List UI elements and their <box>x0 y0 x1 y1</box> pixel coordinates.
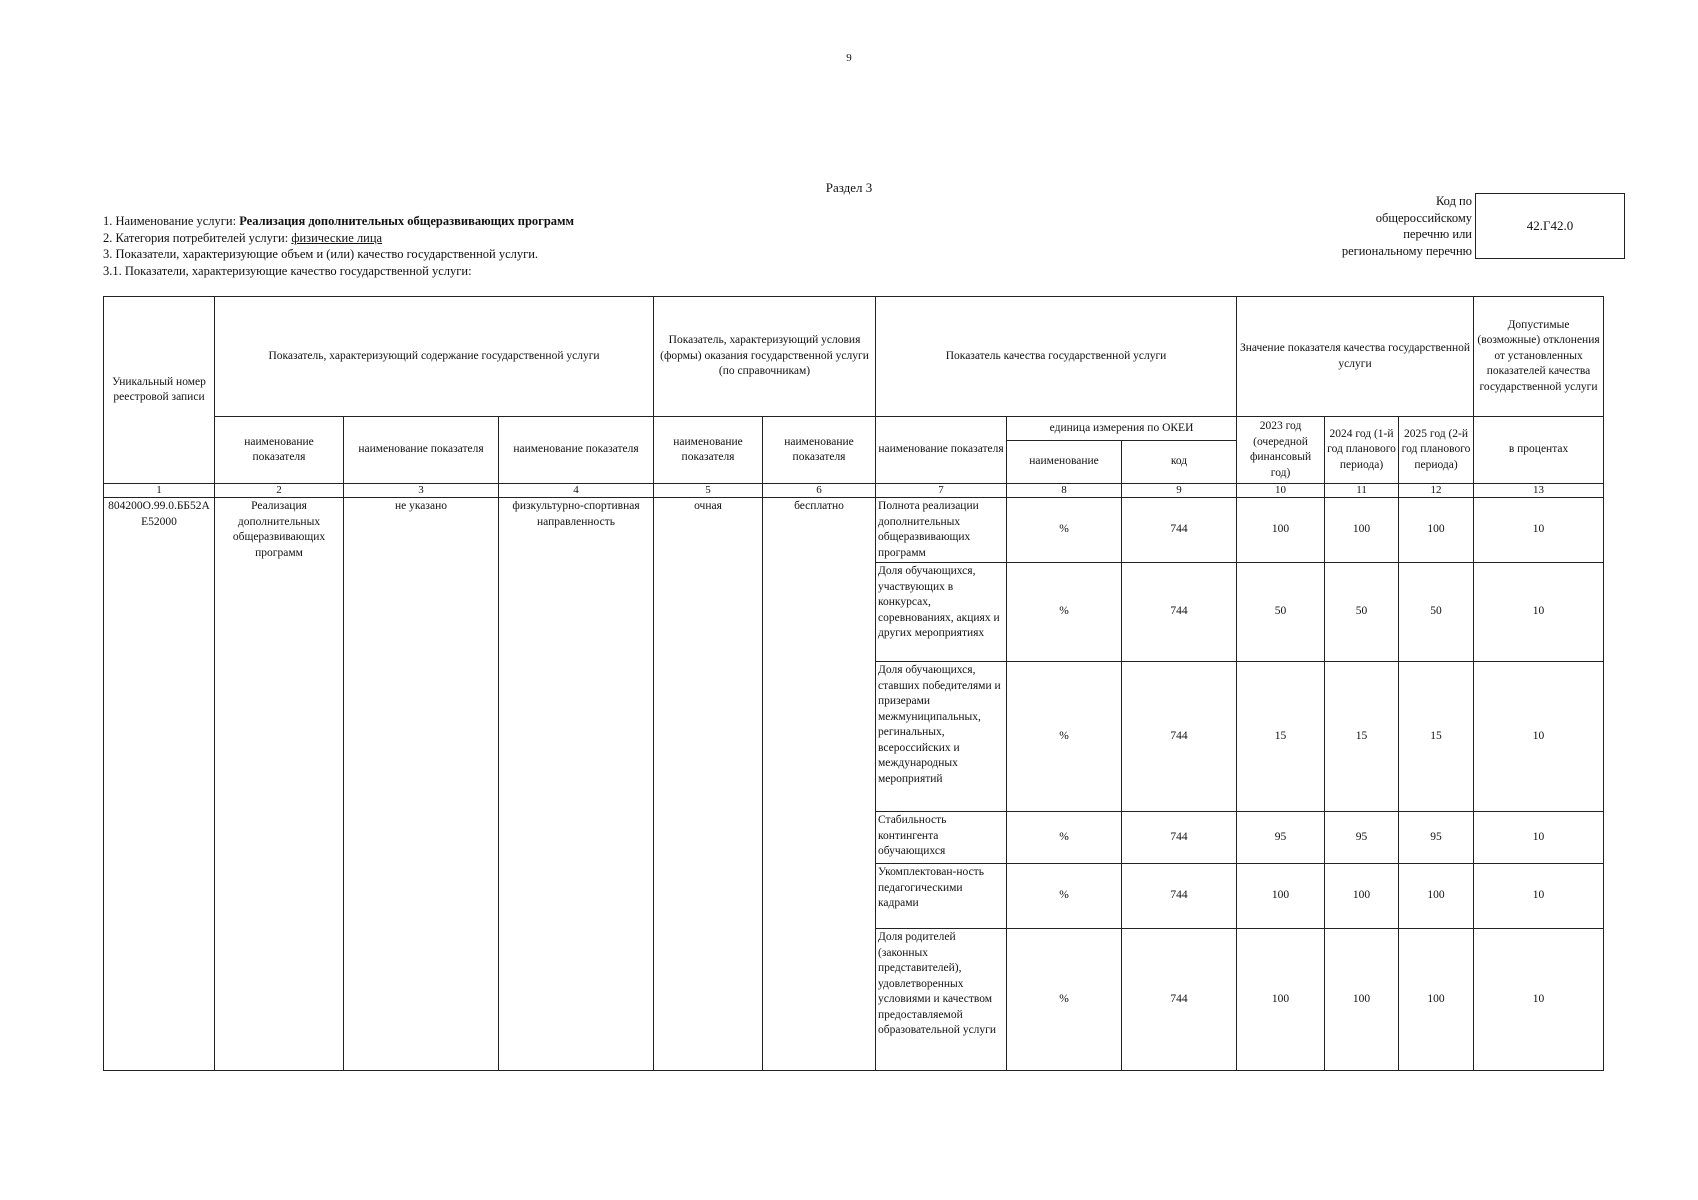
unit-name: % <box>1007 662 1122 812</box>
value-2025: 100 <box>1399 864 1474 929</box>
value-2025: 50 <box>1399 563 1474 662</box>
column-number: 9 <box>1122 484 1237 498</box>
value-2023: 15 <box>1237 662 1325 812</box>
header-conditions-indicator: Показатель, характеризующий условия (формы) оказания государственной услуги (по справочникам) <box>654 297 876 417</box>
quality-indicator-name: Доля родителей (законных представителей), удовлетворенных условиями и качеством предоставляемой образовательной услуги <box>876 929 1007 1071</box>
value-2024: 100 <box>1325 498 1399 563</box>
header-quality-indicator: Показатель качества государственной услуги <box>876 297 1237 417</box>
column-number: 3 <box>344 484 499 498</box>
unit-name: % <box>1007 498 1122 563</box>
unit-code: 744 <box>1122 563 1237 662</box>
header-okei-name: наименование <box>1007 441 1122 484</box>
section-title: Раздел 3 <box>825 180 873 195</box>
value-2023: 100 <box>1237 929 1325 1071</box>
header-name-indicator: наименование показателя <box>499 417 654 484</box>
column-number: 7 <box>876 484 1007 498</box>
quality-indicator-name: Доля обучающихся, ставших победителями и призерами межмуниципальных, регинальных, всероссийских и международных мероприятий <box>876 662 1007 812</box>
value-2023: 95 <box>1237 812 1325 864</box>
quality-indicators-line: 3.1. Показатели, характеризующие качество государственной услуги: <box>103 263 472 278</box>
header-in-percent: в процентах <box>1474 417 1604 484</box>
page-number: 9 <box>846 52 852 64</box>
code-label-line: общероссийскому <box>1375 210 1472 225</box>
header-year-2024: 2024 год (1-й год планового периода) <box>1325 417 1399 484</box>
column-number: 12 <box>1399 484 1474 498</box>
header-name-indicator: наименование показателя <box>654 417 763 484</box>
header-year-2023: 2023 год (очередной финансовый год) <box>1237 417 1325 484</box>
header-quality-values: Значение показателя качества государственной услуги <box>1237 297 1474 417</box>
header-name-indicator: наименование показателя <box>344 417 499 484</box>
header-year-2025: 2025 год (2-й год планового периода) <box>1399 417 1474 484</box>
registry-number: 804200О.99.0.ББ52АЕ52000 <box>104 498 215 1071</box>
unit-code: 744 <box>1122 498 1237 563</box>
condition-indicator-2: бесплатно <box>763 498 876 1071</box>
column-number: 1 <box>104 484 215 498</box>
deviation-percent: 10 <box>1474 864 1604 929</box>
code-label-line: Код по <box>1435 194 1472 208</box>
value-2025: 15 <box>1399 662 1474 812</box>
table-row <box>104 498 1604 563</box>
header-content-indicator: Показатель, характеризующий содержание государственной услуги <box>215 297 654 417</box>
unit-code: 744 <box>1122 929 1237 1071</box>
column-number: 11 <box>1325 484 1399 498</box>
deviation-percent: 10 <box>1474 812 1604 864</box>
value-2024: 50 <box>1325 563 1399 662</box>
column-number: 10 <box>1237 484 1325 498</box>
deviation-percent: 10 <box>1474 563 1604 662</box>
column-number: 2 <box>215 484 344 498</box>
quality-indicator-name: Полнота реализации дополнительных общеразвивающих программ <box>876 498 1007 563</box>
value-2023: 50 <box>1237 563 1325 662</box>
unit-name: % <box>1007 929 1122 1071</box>
quality-indicator-name: Стабильность контингента обучающихся <box>876 812 1007 864</box>
unit-code: 744 <box>1122 864 1237 929</box>
value-2023: 100 <box>1237 864 1325 929</box>
registry-code-box: 42.Г42.0 <box>1475 193 1625 259</box>
unit-code: 744 <box>1122 812 1237 864</box>
unit-name: % <box>1007 563 1122 662</box>
column-number: 13 <box>1474 484 1604 498</box>
value-2024: 95 <box>1325 812 1399 864</box>
header-okei-unit: единица измерения по ОКЕИ <box>1007 417 1237 441</box>
indicators-line: 3. Показатели, характеризующие объем и (или) качество государственной услуги. <box>103 247 539 261</box>
condition-indicator-1: очная <box>654 498 763 1071</box>
code-label-line: региональному перечню <box>1341 243 1472 258</box>
value-2025: 100 <box>1399 929 1474 1071</box>
header-name-indicator: наименование показателя <box>215 417 344 484</box>
content-indicator-1: Реализация дополнительных общеразвивающих программ <box>215 498 344 1071</box>
value-2024: 15 <box>1325 662 1399 812</box>
content-indicator-2: не указано <box>344 498 499 1071</box>
unit-code: 744 <box>1122 662 1237 812</box>
code-label-line: перечню или <box>1403 227 1472 241</box>
value-2023: 100 <box>1237 498 1325 563</box>
quality-indicator-name: Доля обучающихся, участвующих в конкурсах, соревнованиях, акциях и других мероприятиях <box>876 563 1007 662</box>
column-number: 4 <box>499 484 654 498</box>
header-unique-number: Уникальный номер реестровой записи <box>104 297 215 484</box>
consumer-category-line <box>103 230 574 247</box>
column-number: 5 <box>654 484 763 498</box>
header-name-indicator: наименование показателя <box>876 417 1007 484</box>
quality-indicator-name: Укомплектован-ность педагогическими кадрами <box>876 864 1007 929</box>
unit-name: % <box>1007 812 1122 864</box>
code-label <box>1300 193 1472 259</box>
value-2024: 100 <box>1325 864 1399 929</box>
column-number: 6 <box>763 484 876 498</box>
header-deviations: Допустимые (возможные) отклонения от установленных показателей качества государственной услуги <box>1474 297 1604 417</box>
deviation-percent: 10 <box>1474 498 1604 563</box>
service-name-line <box>103 213 574 230</box>
quality-indicators-table <box>103 296 1604 1071</box>
column-number: 8 <box>1007 484 1122 498</box>
value-2025: 95 <box>1399 812 1474 864</box>
content-indicator-3: физкультурно-спортивная направленность <box>499 498 654 1071</box>
unit-name: % <box>1007 864 1122 929</box>
consumer-category: физические лица <box>291 230 383 245</box>
consumer-category-label: 2. Категория потребителей услуги: <box>103 230 292 245</box>
service-info <box>103 213 574 279</box>
deviation-percent: 10 <box>1474 929 1604 1071</box>
service-name: Реализация дополнительных общеразвивающих программ <box>239 214 575 228</box>
header-okei-code: код <box>1122 441 1237 484</box>
value-2024: 100 <box>1325 929 1399 1071</box>
service-name-label: 1. Наименование услуги: <box>103 214 240 228</box>
value-2025: 100 <box>1399 498 1474 563</box>
deviation-percent: 10 <box>1474 662 1604 812</box>
header-name-indicator: наименование показателя <box>763 417 876 484</box>
